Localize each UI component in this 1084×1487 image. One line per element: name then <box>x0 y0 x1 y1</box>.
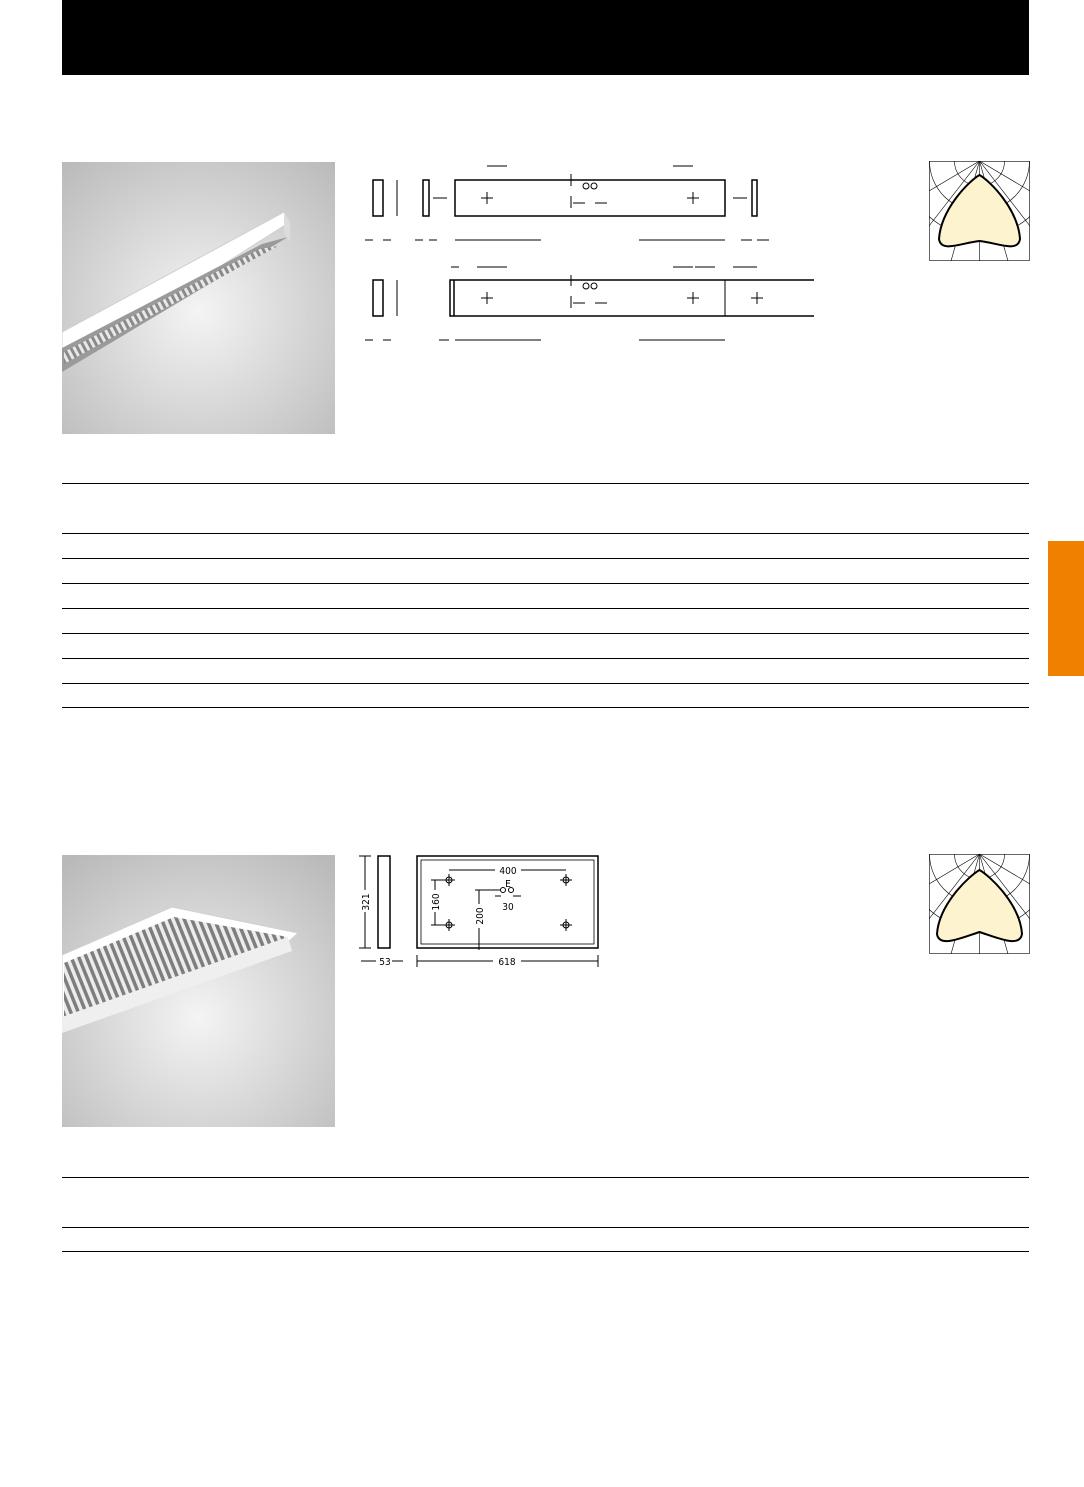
table-row <box>62 533 1029 558</box>
dim-height: 321 <box>361 893 372 911</box>
light-distribution-diagram-1 <box>929 161 1030 261</box>
dim-hole-spacing-y: 160 <box>431 893 442 911</box>
product-table-1 <box>62 483 1029 708</box>
dim-entry-offset: 200 <box>475 907 486 925</box>
product-photo-square-luminaire <box>62 855 335 1127</box>
product-table-2 <box>62 1177 1029 1252</box>
dim-hole-spacing-x: 400 <box>499 866 517 877</box>
table-row <box>62 1227 1029 1252</box>
table-row <box>62 583 1029 608</box>
product-photo-linear-luminaire <box>62 162 335 434</box>
dim-depth: 53 <box>379 957 391 968</box>
header-bar <box>62 0 1029 75</box>
dim-width: 618 <box>498 957 516 968</box>
table-row <box>62 633 1029 658</box>
section-tab <box>1048 541 1084 676</box>
table-row <box>62 683 1029 708</box>
table-header-row <box>62 1177 1029 1227</box>
light-distribution-diagram-2 <box>929 854 1030 954</box>
table-row <box>62 608 1029 633</box>
dim-entry-mark: E <box>505 879 511 890</box>
table-row <box>62 558 1029 583</box>
dimension-drawing-square <box>355 850 605 970</box>
dim-entry-spacing: 30 <box>502 902 514 913</box>
dimension-drawing-linear <box>355 160 825 355</box>
table-row <box>62 658 1029 683</box>
table-header-row <box>62 483 1029 533</box>
